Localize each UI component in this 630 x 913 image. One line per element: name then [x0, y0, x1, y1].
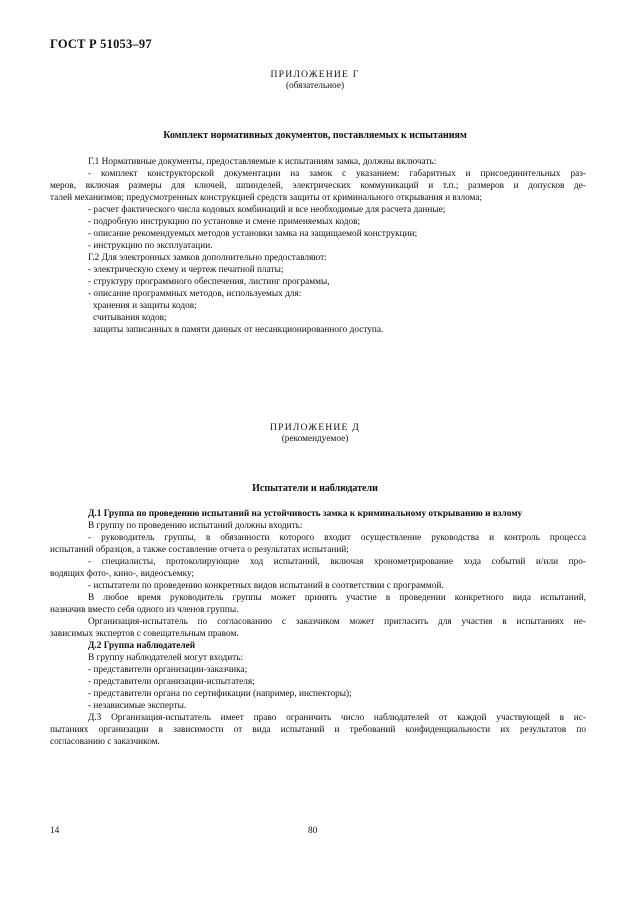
section-heading: Д.2 Группа наблюдателей: [88, 641, 196, 651]
text-line: В любое время руководитель группы может принять участие в проведении конкретного вида испытаний,: [88, 593, 586, 603]
text-line: Г.2 Для электронных замков дополнительно предоставляют:: [88, 253, 327, 263]
text-line: В группу наблюдателей могут входить:: [88, 653, 244, 663]
text-line: - описание рекомендуемых методов установки замка на защищаемой конструкции;: [88, 229, 418, 239]
document-code: ГОСТ Р 51053–97: [50, 37, 152, 51]
appendix-d-heading: Испытатели и наблюдатели: [252, 483, 378, 494]
text-line: талей механизмов; предусмотренных конструкцией средств защиты от криминального открывания и взлома;: [50, 193, 483, 203]
text-line: - специалисты, протоколирующие ход испытаний, включая хронометрирование хода событий и/или про-: [88, 557, 586, 567]
text-line: - испытатели по проведению конкретных видов испытаний в соответствии с программой.: [88, 581, 444, 591]
text-line: - руководитель группы, в обязанности которого входит осуществление руководства и контроль процесса: [88, 533, 586, 543]
text-line: зависимых экспертов с совещательным правом.: [50, 629, 239, 639]
text-line: - независимые эксперты.: [88, 701, 187, 711]
text-line: - электрическую схему и чертеж печатной платы;: [88, 265, 284, 275]
text-line: считывания кодов;: [93, 313, 167, 323]
text-line: согласованию с заказчиком.: [50, 737, 160, 747]
text-line: пытаниях организации в зависимости от вида испытаний и требований конфиденциальности их результатов по: [50, 725, 586, 735]
text-line: водящих фото-, кино-, видеосъемку;: [50, 569, 195, 579]
text-line: - инструкцию по эксплуатации.: [88, 241, 213, 251]
appendix-g-heading: Комплект нормативных документов, поставляемых к испытаниям: [163, 130, 467, 141]
text-line: - описание программных методов, используемых для:: [88, 289, 302, 299]
appendix-g-title: ПРИЛОЖЕНИЕ Г: [270, 69, 360, 80]
text-line: - подробную инструкцию по установке и смене применяемых кодов;: [88, 217, 361, 227]
text-line: - представители организации-испытателя;: [88, 677, 255, 687]
text-line: - структуру программного обеспечения, листинг программы,: [88, 277, 330, 287]
appendix-g-subtitle: (обязательное): [285, 81, 345, 91]
text-line: - представители организации-заказчика;: [88, 665, 248, 675]
appendix-d-subtitle: (рекомендуемое): [281, 434, 349, 444]
text-line: - расчет фактического числа кодовых комбинаций и все необходимые для расчета данные;: [88, 205, 446, 215]
appendix-d-title: ПРИЛОЖЕНИЕ Д: [270, 422, 360, 433]
text-line: Организация-испытатель по согласованию с заказчиком может пригласить для участия в испытаниях не-: [88, 617, 586, 627]
section-heading: Д.1 Группа по проведению испытаний на устойчивость замка к криминальному открыванию и взлому: [88, 509, 523, 519]
text-line: меров, включая размеры для ключей, шпинделей, электрических коммуникаций и т.п.; размеров и допусков де-: [50, 181, 586, 191]
text-line: защиты записанных в памяти данных от несанкционированного доступа.: [93, 325, 384, 335]
text-line: - комплект конструкторской документации на замок с указанием: габаритных и присоединительных раз-: [88, 169, 586, 179]
text-line: хранения и защиты кодов;: [93, 301, 197, 311]
text-line: Д.3 Организация-испытатель имеет право ограничить число наблюдателей от каждой участвующей в ис-: [88, 713, 586, 723]
text-line: - представители органа по сертификации (например, инспекторы);: [88, 689, 352, 699]
text-line: назначив вместо себя одного из членов группы.: [50, 605, 239, 615]
page-number-left: 14: [50, 826, 60, 836]
page-number-center: 80: [308, 826, 318, 836]
text-line: испытаний образцов, а также составление отчета о результатах испытаний;: [50, 545, 349, 555]
text-line: В группу по проведению испытаний должны входить:: [88, 521, 303, 531]
text-line: Г.1 Нормативные документы, предоставляемые к испытаниям замка, должны включать:: [88, 157, 437, 167]
